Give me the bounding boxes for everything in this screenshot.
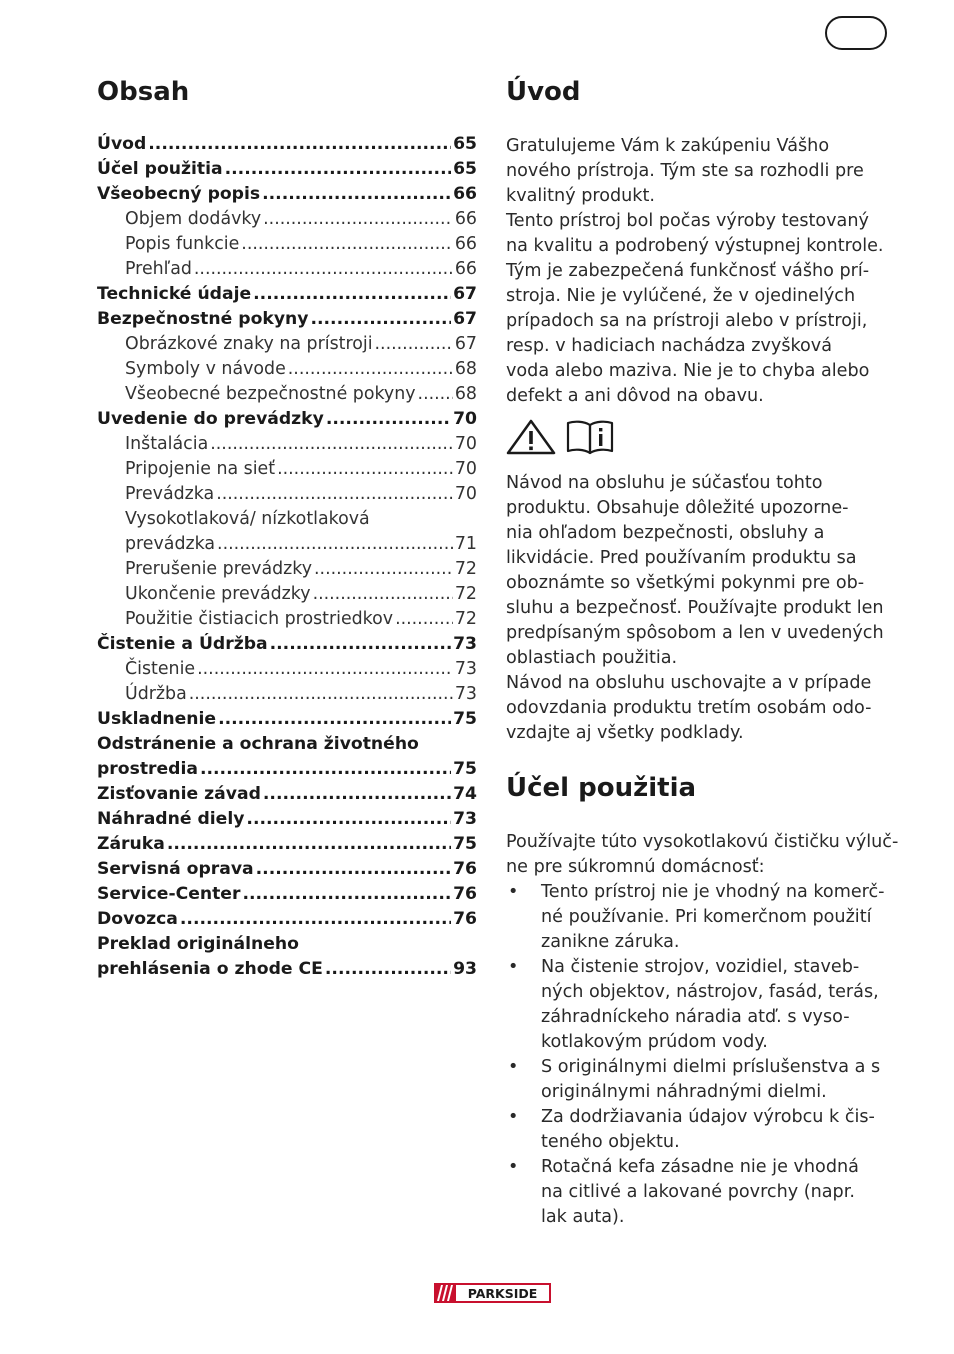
list-item-line: zanikne záruka. [541, 932, 680, 952]
intro-heading: Úvod [506, 77, 581, 107]
intro-line: Tento prístroj bol počas výroby testovaný [506, 211, 869, 231]
list-item [506, 955, 906, 1055]
toc-label: Pripojenie na sieť [125, 459, 276, 479]
list-item-line: né používanie. Pri komerčnom použití [541, 907, 872, 927]
toc-row [97, 557, 477, 582]
toc-leader [246, 807, 451, 832]
list-item [506, 1155, 906, 1230]
toc-row [97, 682, 477, 707]
manual-paragraph [506, 471, 906, 746]
toc-label: Preklad originálneho [97, 934, 299, 954]
intro-line: Tým je zabezpečená funkčnosť vášho prí- [506, 261, 870, 281]
manual-line: oboznámte so všetkými pokynmi pre ob- [506, 573, 865, 593]
purpose-list [506, 880, 906, 1230]
toc-page-number: 73 [453, 634, 477, 654]
toc-row [97, 607, 477, 632]
purpose-paragraph [506, 830, 906, 880]
toc-leader [375, 332, 453, 357]
toc-leader [253, 282, 451, 307]
read-manual-icon [564, 419, 616, 455]
toc-row [97, 307, 477, 332]
toc-leader [200, 757, 451, 782]
toc-row [97, 257, 477, 282]
toc-page-number: 76 [453, 859, 477, 879]
toc-page-number: 71 [454, 534, 477, 554]
toc-row [97, 957, 477, 982]
toc-row [97, 332, 477, 357]
manual-line: Návod na obsluhu je súčasťou tohto [506, 473, 823, 493]
toc-page-number: 67 [454, 334, 477, 354]
intro-line: na kvalitu a podrobený výstupnej kontrole. [506, 236, 884, 256]
toc-leader [194, 257, 453, 282]
toc-page-number: 65 [453, 159, 477, 179]
toc-leader [167, 832, 451, 857]
safety-icons [506, 419, 906, 459]
toc-row [97, 482, 477, 507]
toc-label: Úvod [97, 134, 147, 154]
toc-label: Všeobecný popis [97, 184, 261, 204]
toc-row [97, 782, 477, 807]
toc-row [97, 732, 477, 757]
toc-label: Čistenie [125, 659, 196, 679]
purpose-line: Používajte túto vysokotlakovú čističku výluč- [506, 832, 899, 852]
manual-line: vzdajte aj všetky podklady. [506, 723, 744, 743]
toc-row [97, 907, 477, 932]
toc-leader [256, 857, 451, 882]
toc-leader [314, 557, 453, 582]
manual-line: predpísaným spôsobom a len v uvedených [506, 623, 884, 643]
toc-page-number: 75 [453, 709, 477, 729]
toc-page-number: 72 [454, 609, 477, 629]
intro-line: prípadoch sa na prístroji alebo v prístroji, [506, 311, 868, 331]
list-item-line: záhradníckeho náradia atď. s vyso- [541, 1007, 850, 1027]
toc-row [97, 182, 477, 207]
toc-page-number: 66 [454, 209, 477, 229]
toc-leader [288, 357, 453, 382]
warning-triangle-icon [506, 419, 556, 455]
toc-leader [326, 407, 451, 432]
list-item [506, 1055, 906, 1105]
toc-label: Použitie čistiacich prostriedkov [125, 609, 394, 629]
toc-page-number: 70 [454, 459, 477, 479]
toc-row [97, 432, 477, 457]
main-content [506, 72, 906, 1230]
toc-leader [210, 432, 453, 457]
toc-label: Service-Center [97, 884, 241, 904]
toc-label: Všeobecné bezpečnostné pokyny [125, 384, 416, 404]
toc-page-number: 75 [453, 759, 477, 779]
intro-line: nového prístroja. Tým ste sa rozhodli pre [506, 161, 864, 181]
toc-label: Popis funkcie [125, 234, 240, 254]
intro-line: resp. v hadiciach nachádza zvyšková [506, 336, 832, 356]
toc-label: Záruka [97, 834, 165, 854]
toc-row [97, 132, 477, 157]
toc-page-number: 73 [453, 809, 477, 829]
intro-line: defekt a ani dôvod na obavu. [506, 386, 764, 406]
toc-leader [197, 657, 453, 682]
list-item-line: kotlakovým prúdom vody. [541, 1032, 768, 1052]
toc-page-number: 70 [453, 409, 477, 429]
toc-leader [263, 782, 451, 807]
toc-leader [180, 907, 451, 932]
list-item-line: • Tento prístroj nie je vhodný na komerč- [541, 882, 885, 902]
toc-label: Objem dodávky [125, 209, 262, 229]
toc-page-number: 66 [453, 184, 477, 204]
intro-line: stroja. Nie je vylúčené, že v ojedinelých [506, 286, 856, 306]
list-item-line: • Za dodržiavania údajov výrobcu k čis- [541, 1107, 875, 1127]
toc-row [97, 382, 477, 407]
toc-leader [225, 157, 451, 182]
toc-row [97, 407, 477, 432]
toc-label: Prevádzka [125, 484, 215, 504]
toc-label: Čistenie a Údržba [97, 634, 268, 654]
toc-label: Účel použitia [97, 159, 223, 179]
list-item [506, 1105, 906, 1155]
toc-row [97, 282, 477, 307]
toc-row [97, 232, 477, 257]
toc-label: prevádzka [125, 534, 216, 554]
list-item-line: originálnymi náhradnými dielmi. [541, 1082, 827, 1102]
manual-line: likvidácie. Pred používaním produktu sa [506, 548, 857, 568]
language-badge [825, 16, 887, 50]
manual-line: produktu. Obsahuje dôležité upozorne- [506, 498, 849, 518]
toc-page-number: 75 [453, 834, 477, 854]
toc-label: Prehľad [125, 259, 192, 279]
toc-leader [310, 307, 451, 332]
toc-row [97, 832, 477, 857]
toc-label: Obrázkové znaky na prístroji [125, 334, 373, 354]
toc-leader [270, 632, 451, 657]
intro-paragraph [506, 134, 906, 409]
purpose-line: ne pre súkromnú domácnosť: [506, 857, 765, 877]
toc-label: Uvedenie do prevádzky [97, 409, 324, 429]
toc-page-number: 76 [453, 884, 477, 904]
toc-row [97, 932, 477, 957]
toc-leader [418, 382, 453, 407]
intro-line: voda alebo maziva. Nie je to chyba alebo [506, 361, 870, 381]
toc-page-number: 73 [454, 684, 477, 704]
toc-page-number: 73 [454, 659, 477, 679]
list-item-line: • S originálnymi dielmi príslušenstva a s [541, 1057, 881, 1077]
toc-row [97, 882, 477, 907]
toc-label: Technické údaje [97, 284, 252, 304]
toc-page-number: 67 [453, 284, 477, 304]
toc-label: Dovozca [97, 909, 178, 929]
toc-row [97, 582, 477, 607]
manual-line: nia ohľadom bezpečnosti, obsluhy a [506, 523, 825, 543]
toc-row [97, 857, 477, 882]
list-item-line: • Rotačná kefa zásadne nie je vhodná [541, 1157, 859, 1177]
parkside-logo [434, 1283, 551, 1303]
manual-line: oblastiach použitia. [506, 648, 678, 668]
intro-line: kvalitný produkt. [506, 186, 655, 206]
toc-page-number: 70 [454, 484, 477, 504]
toc-row [97, 632, 477, 657]
toc-leader [395, 607, 453, 632]
toc-leader [262, 182, 451, 207]
list-item-line: ných objektov, nástrojov, fasád, terás, [541, 982, 879, 1002]
list-item-line: teného objektu. [541, 1132, 680, 1152]
toc-leader [313, 582, 453, 607]
intro-line: Gratulujeme Vám k zakúpeniu Vášho [506, 136, 830, 156]
toc-page-number: 65 [453, 134, 477, 154]
toc-row [97, 657, 477, 682]
toc-row [97, 757, 477, 782]
toc-leader [217, 532, 453, 557]
toc-label: Údržba [125, 684, 187, 704]
toc-page-number: 74 [453, 784, 477, 804]
toc-leader [325, 957, 451, 982]
purpose-heading: Účel použitia [506, 773, 697, 803]
toc-label: Odstránenie a ochrana životného [97, 734, 419, 754]
manual-line: sluhu a bezpečnosť. Používajte produkt len [506, 598, 884, 618]
toc-page-number: 67 [453, 309, 477, 329]
toc-label: prehlásenia o zhode CE [97, 959, 323, 979]
toc-leader [242, 882, 451, 907]
toc-page-number: 72 [454, 584, 477, 604]
toc-page-number: 66 [454, 234, 477, 254]
toc-label: Náhradné diely [97, 809, 245, 829]
toc-leader [148, 132, 451, 157]
toc-label: Inštalácia [125, 434, 209, 454]
toc-row [97, 807, 477, 832]
toc-label: Servisná oprava [97, 859, 254, 879]
toc-row [97, 532, 477, 557]
toc-leader [218, 707, 451, 732]
toc-page-number: 76 [453, 909, 477, 929]
toc-page-number: 68 [454, 384, 477, 404]
manual-line: odovzdania produktu tretím osobám odo- [506, 698, 872, 718]
toc-row [97, 207, 477, 232]
toc-leader [277, 457, 453, 482]
toc-row [97, 507, 477, 532]
list-item [506, 880, 906, 955]
toc-label: Vysokotlaková/ nízkotlaková [125, 509, 370, 529]
toc-label: prostredia [97, 759, 198, 779]
list-item-line: lak auta). [541, 1207, 625, 1227]
list-item-line: • Na čistenie strojov, vozidiel, staveb- [541, 957, 860, 977]
toc-label: Uskladnenie [97, 709, 217, 729]
toc-row [97, 707, 477, 732]
logo-text: PARKSIDE [467, 1285, 538, 1301]
toc-row [97, 157, 477, 182]
toc-label: Bezpečnostné pokyny [97, 309, 309, 329]
toc-page-number: 70 [454, 434, 477, 454]
toc-page-number: 66 [454, 259, 477, 279]
toc-page-number: 93 [453, 959, 477, 979]
toc-label: Ukončenie prevádzky [125, 584, 311, 604]
toc-leader [189, 682, 453, 707]
toc-leader [263, 207, 453, 232]
toc-label: Symboly v návode [125, 359, 286, 379]
list-item-line: na citlivé a lakované povrchy (napr. [541, 1182, 855, 1202]
toc-row [97, 357, 477, 382]
manual-line: Návod na obsluhu uschovajte a v prípade [506, 673, 872, 693]
toc-page-number: 72 [454, 559, 477, 579]
toc-page-number: 68 [454, 359, 477, 379]
toc-leader [241, 232, 453, 257]
toc-leader [216, 482, 453, 507]
toc-row [97, 457, 477, 482]
toc-title: Obsah [97, 77, 190, 107]
toc-label: Zisťovanie závad [97, 784, 261, 804]
toc-list [97, 132, 477, 982]
toc-label: Prerušenie prevádzky [125, 559, 313, 579]
table-of-contents [97, 72, 477, 982]
